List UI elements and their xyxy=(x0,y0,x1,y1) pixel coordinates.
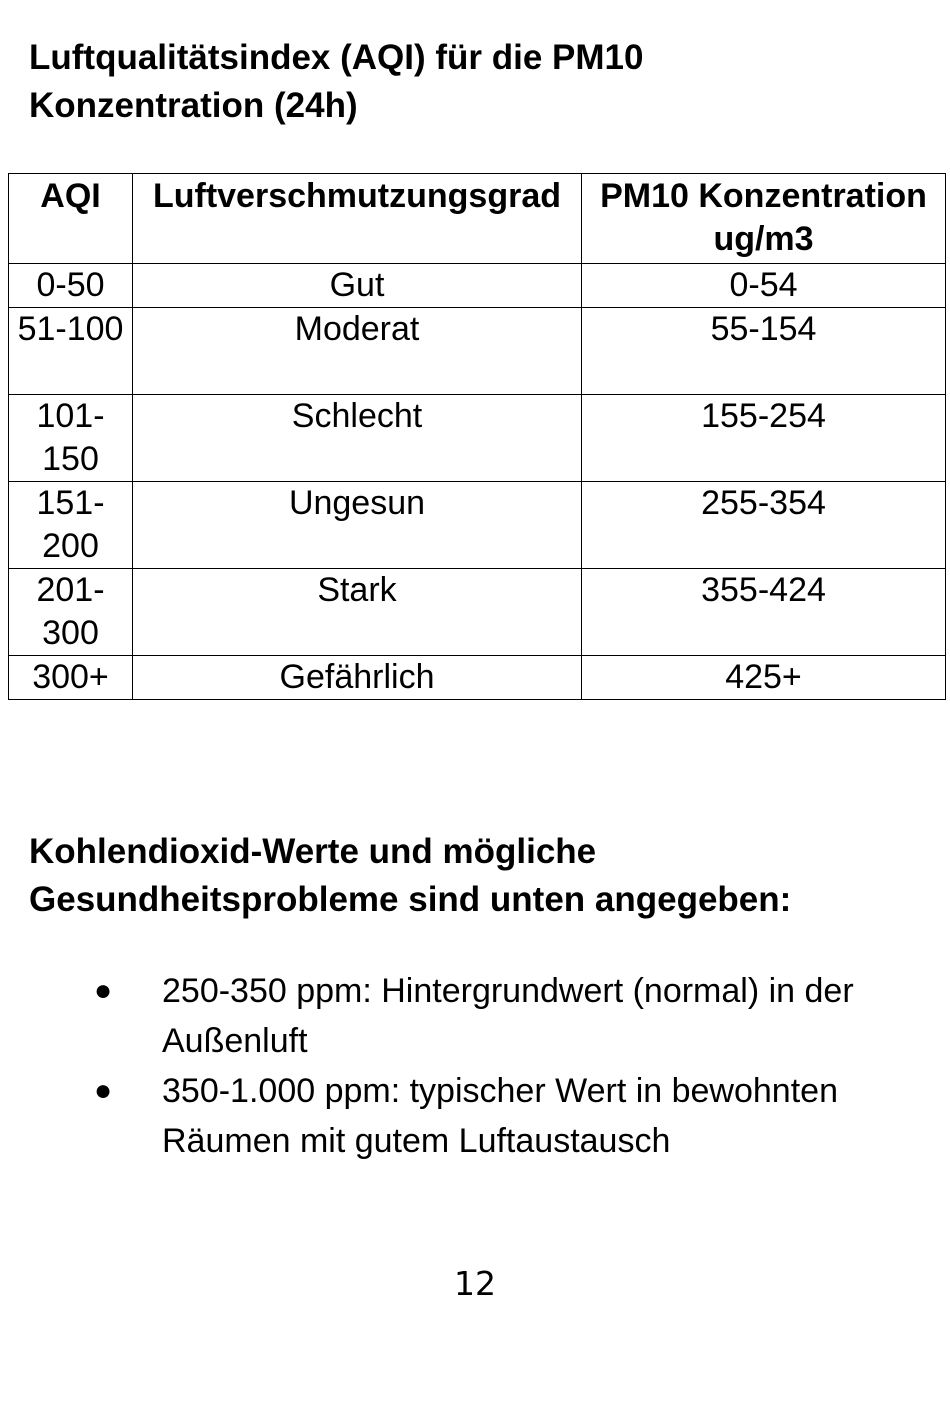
aqi-range-cell: 51-100 xyxy=(9,308,133,395)
aqi-range-cell: 0-50 xyxy=(9,264,133,308)
aqi-range-cell: 201-300 xyxy=(9,569,133,656)
page-number: 12 xyxy=(454,1264,496,1303)
pollution-level-cell: Schlecht xyxy=(133,395,582,482)
header-pollution-level: Luftverschmutzungsgrad xyxy=(133,174,582,264)
pollution-level-cell: Moderat xyxy=(133,308,582,395)
list-item xyxy=(0,966,940,1066)
table-header-row xyxy=(9,174,946,264)
co2-levels-list xyxy=(0,966,940,1166)
pollution-level-cell: Gut xyxy=(133,264,582,308)
table-row xyxy=(9,395,946,482)
list-item xyxy=(0,1066,940,1166)
aqi-section-title: Luftqualitätsindex (AQI) für die PM10 Konzentration (24h) xyxy=(29,38,644,125)
table-row xyxy=(9,656,946,700)
concentration-cell: 425+ xyxy=(582,656,946,700)
aqi-range-cell: 300+ xyxy=(9,656,133,700)
aqi-table xyxy=(8,173,946,700)
co2-section-title: Kohlendioxid-Werte und mögliche Gesundheitsprobleme sind unten angegeben: xyxy=(29,832,792,919)
table-row xyxy=(9,569,946,656)
bullet-icon: ● xyxy=(94,1074,113,1107)
bullet-icon: ● xyxy=(94,974,113,1007)
list-item-text: 250-350 ppm: Hintergrundwert (normal) in der Außenluft xyxy=(162,972,854,1060)
pollution-level-cell: Gefährlich xyxy=(133,656,582,700)
table-row xyxy=(9,482,946,569)
aqi-range-cell: 151-200 xyxy=(9,482,133,569)
concentration-cell: 55-154 xyxy=(582,308,946,395)
concentration-cell: 155-254 xyxy=(582,395,946,482)
header-pm10-concentration: PM10 Konzentration ug/m3 xyxy=(582,174,946,264)
concentration-cell: 355-424 xyxy=(582,569,946,656)
pollution-level-cell: Stark xyxy=(133,569,582,656)
list-item-text: 350-1.000 ppm: typischer Wert in bewohnten Räumen mit gutem Luftaustausch xyxy=(162,1072,838,1160)
header-aqi: AQI xyxy=(9,174,133,264)
concentration-cell: 255-354 xyxy=(582,482,946,569)
pollution-level-cell: Ungesun xyxy=(133,482,582,569)
concentration-cell: 0-54 xyxy=(582,264,946,308)
table-row xyxy=(9,264,946,308)
table-row xyxy=(9,308,946,395)
aqi-range-cell: 101-150 xyxy=(9,395,133,482)
